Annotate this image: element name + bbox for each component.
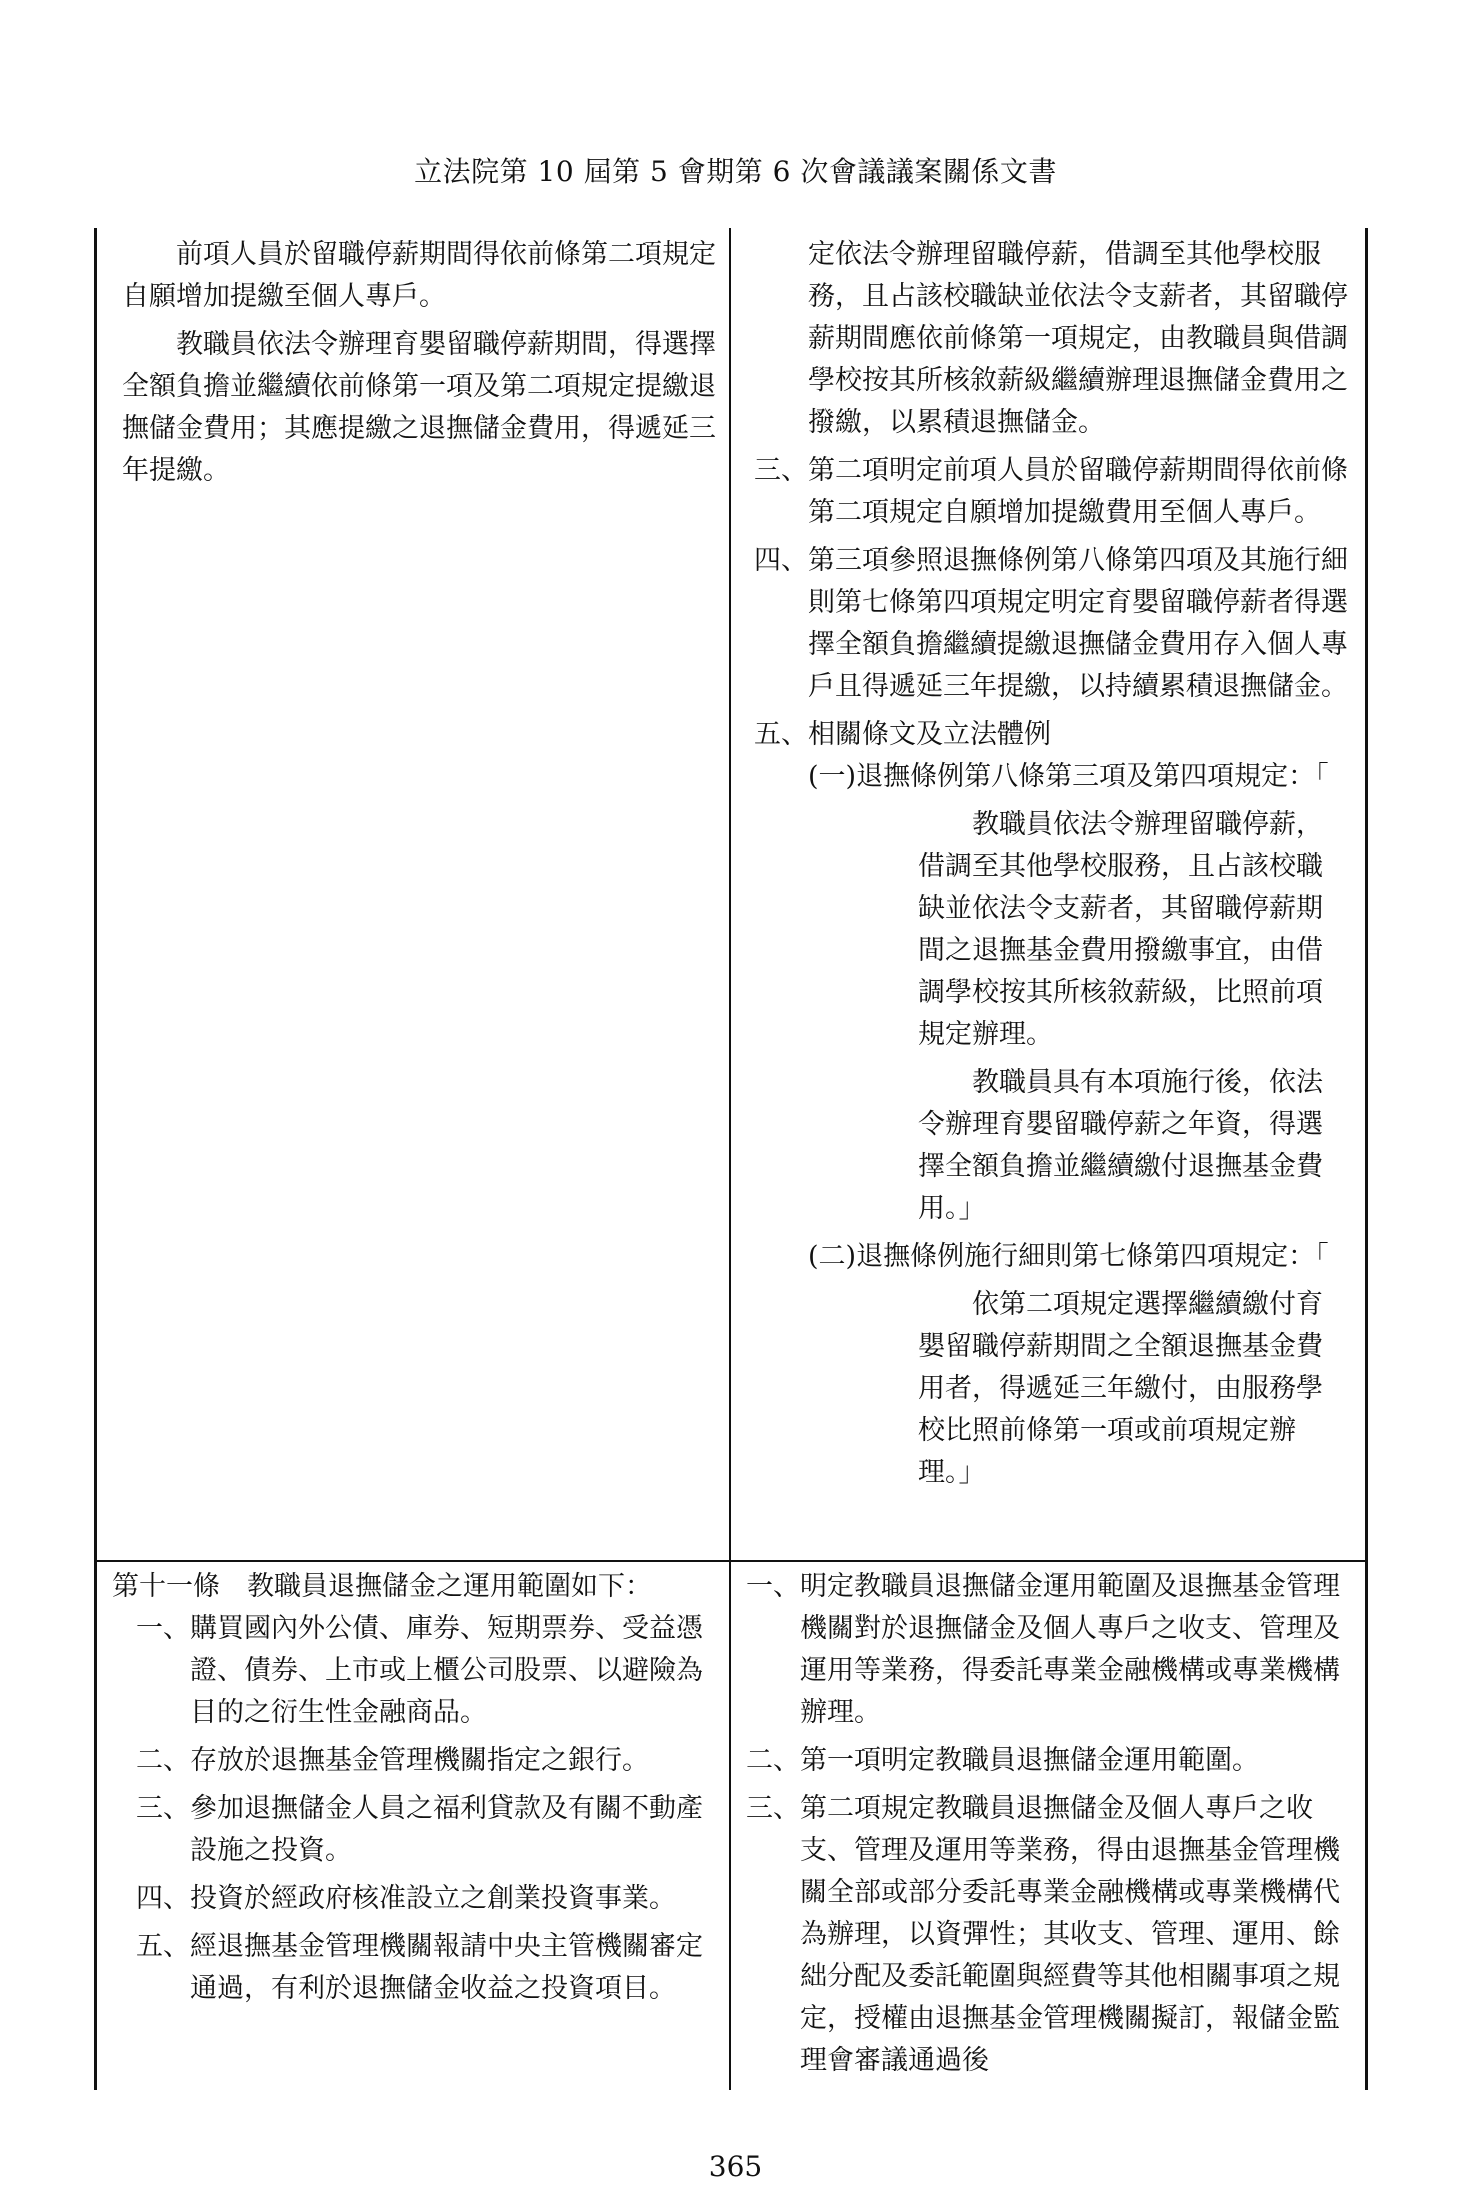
article-paragraph: 前項人員於留職停薪期間得依前條第二項規定自願增加提繳至個人專戶。 [122, 239, 716, 312]
explanation-cell-row2 [746, 1566, 1348, 2082]
related-provisions [754, 756, 1348, 1494]
table-left-border [94, 228, 97, 2090]
article-item: 三、參加退撫儲金人員之福利貸款及有關不動產設施之投資。 [136, 1793, 703, 1866]
article-heading: 第十一條 教職員退撫儲金之運用範圍如下： [112, 1571, 652, 1602]
explanation-continuation: 定依法令辦理留職停薪，借調至其他學校服務，且占該校職缺並依法令支薪者，其留職停薪期間應依前條第一項規定，由教職員與借調學校按其所核敘薪級繼續辦理退撫儲金費用之撥繳，以累積退撫儲金。 [808, 239, 1348, 438]
explanation-item: 一、明定教職員退撫儲金運用範圍及退撫基金管理機關對於退撫儲金及個人專戶之收支、管理及運用等業務，得委託專業金融機構或專業機構辦理。 [746, 1571, 1340, 1728]
table-row-divider [94, 1560, 1368, 1562]
explanation-item: 五、相關條文及立法體例 [754, 719, 1051, 750]
explanation-item: 二、第一項明定教職員退撫儲金運用範圍。 [746, 1745, 1259, 1776]
quoted-provision: 依第二項規定選擇繼續繳付育嬰留職停薪期間之全額退撫基金費用者，得遞延三年繳付，由服務學校比照前條第一項或前項規定辦理。」 [918, 1289, 1323, 1488]
quoted-provision: 教職員具有本項施行後，依法令辦理育嬰留職停薪之年資，得選擇全額負擔並繼續繳付退撫基金費用。」 [918, 1067, 1323, 1224]
explanation-item: 三、第二項規定教職員退撫儲金及個人專戶之收支、管理及運用等業務，得由退撫基金管理機關全部或部分委託專業金融機構或專業機構代為辦理，以資彈性；其收支、管理、運用、餘絀分配及委託範圍與經費等其他相關事項之規定，授權由退撫基金管理機關擬訂，報儲金監理會審議通過後 [746, 1793, 1340, 2076]
table-column-divider [729, 228, 731, 2090]
explanation-item: 三、第二項明定前項人員於留職停薪期間得依前條第二項規定自願增加提繳費用至個人專戶。 [754, 455, 1348, 528]
article-item: 一、購買國內外公債、庫券、短期票券、受益憑證、債券、上市或上櫃公司股票、以避險為目的之衍生性金融商品。 [136, 1613, 703, 1728]
explanation-item: 四、第三項參照退撫條例第八條第四項及其施行細則第七條第四項規定明定育嬰留職停薪者得選擇全額負擔繼續提繳退撫儲金費用存入個人專戶且得遞延三年提繳，以持續累積退撫儲金。 [754, 545, 1348, 702]
comparison-table [94, 228, 1368, 2090]
document-header: 立法院第 10 屆第 5 會期第 6 次會議議案關係文書 [414, 155, 1057, 188]
sub-item-label: (二)退撫條例施行細則第七條第四項規定：「 [808, 1241, 1329, 1272]
article-text-cell-row1 [122, 234, 718, 492]
article-paragraph: 教職員依法令辦理育嬰留職停薪期間，得選擇全額負擔並繼續依前條第一項及第二項規定提繳退撫儲金費用；其應提繳之退撫儲金費用，得遞延三年提繳。 [122, 329, 716, 486]
article-text-cell-row2 [112, 1566, 718, 2010]
quoted-provision: 教職員依法令辦理留職停薪，借調至其他學校服務，且占該校職缺並依法令支薪者，其留職停薪期間之退撫基金費用撥繳事宜，由借調學校按其所核敘薪級，比照前項規定辦理。 [918, 809, 1323, 1050]
explanation-cell-row1 [754, 234, 1348, 1494]
page-number: 365 [708, 2150, 763, 2183]
sub-item-label: (一)退撫條例第八條第三項及第四項規定：「 [808, 761, 1329, 792]
article-item: 四、投資於經政府核准設立之創業投資事業。 [136, 1883, 676, 1914]
article-item: 二、存放於退撫基金管理機關指定之銀行。 [136, 1745, 649, 1776]
table-right-border [1365, 228, 1368, 2090]
article-item: 五、經退撫基金管理機關報請中央主管機關審定通過，有利於退撫儲金收益之投資項目。 [136, 1931, 703, 2004]
